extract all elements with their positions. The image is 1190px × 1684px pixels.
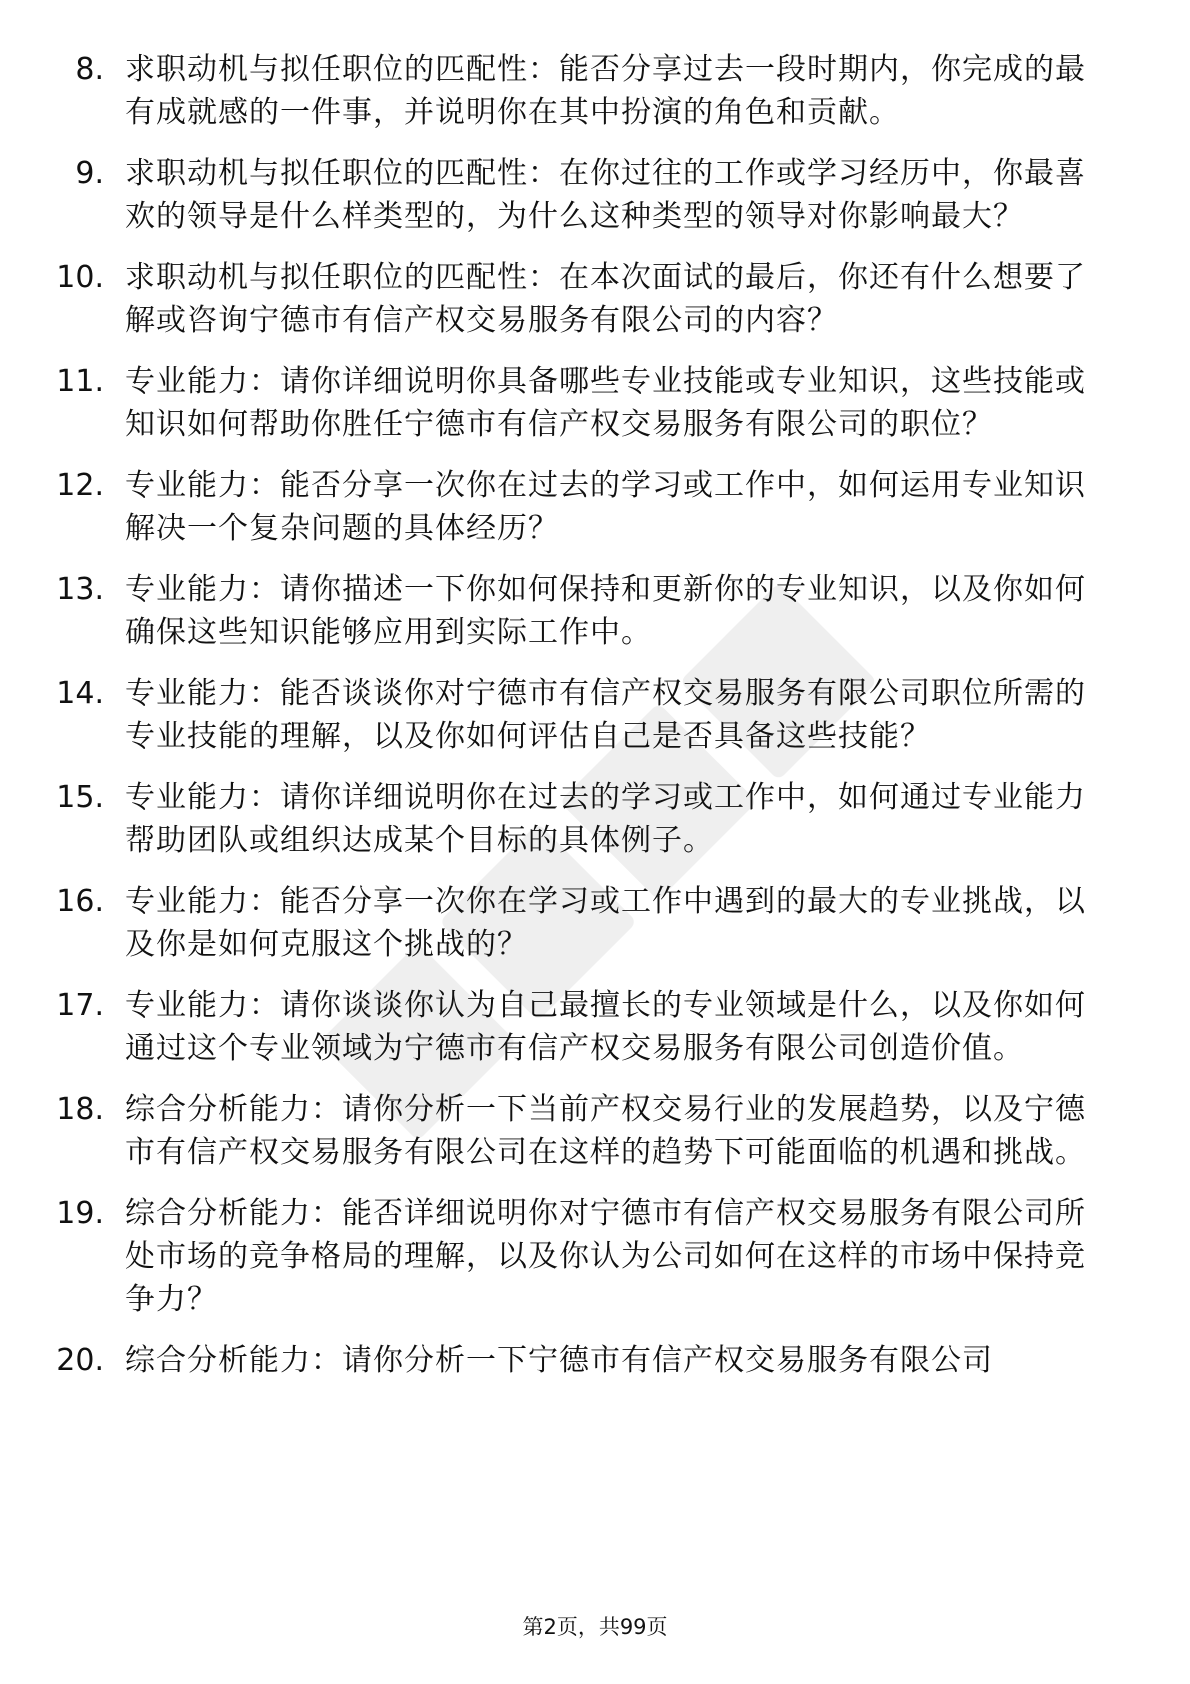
question-text: 求职动机与拟任职位的匹配性：在你过往的工作或学习经历中，你最喜欢的领导是什么样类型的，为什么这种类型的领导对你影响最大？ (125, 156, 1086, 234)
question-number: 20. (56, 1343, 104, 1378)
question-number: 16. (56, 884, 104, 919)
question-list (0, 48, 1190, 1400)
question-text: 求职动机与拟任职位的匹配性：能否分享过去一段时期内，你完成的最有成就感的一件事，并说明你在其中扮演的角色和贡献。 (125, 52, 1086, 130)
list-item (0, 1339, 1190, 1382)
list-item (0, 256, 1190, 342)
question-text: 综合分析能力：请你分析一下宁德市有信产权交易服务有限公司 (125, 1343, 993, 1378)
question-number: 12. (56, 468, 104, 503)
question-text: 综合分析能力：能否详细说明你对宁德市有信产权交易服务有限公司所处市场的竞争格局的理解，以及你认为公司如何在这样的市场中保持竞争力？ (125, 1196, 1086, 1317)
list-item (0, 48, 1190, 134)
question-number: 13. (56, 572, 104, 607)
list-item (0, 1088, 1190, 1174)
question-text: 专业能力：请你谈谈你认为自己最擅长的专业领域是什么，以及你如何通过这个专业领域为宁德市有信产权交易服务有限公司创造价值。 (125, 988, 1086, 1066)
list-item (0, 464, 1190, 550)
question-number: 10. (56, 260, 104, 295)
list-item (0, 880, 1190, 966)
list-item (0, 1192, 1190, 1321)
question-text: 专业能力：能否分享一次你在过去的学习或工作中，如何运用专业知识解决一个复杂问题的具体经历？ (125, 468, 1086, 546)
question-number: 8. (75, 52, 104, 87)
question-number: 11. (56, 364, 104, 399)
question-text: 专业能力：请你详细说明你在过去的学习或工作中，如何通过专业能力帮助团队或组织达成某个目标的具体例子。 (125, 780, 1086, 858)
question-number: 18. (56, 1092, 104, 1127)
list-item (0, 360, 1190, 446)
question-number: 19. (56, 1196, 104, 1231)
question-text: 综合分析能力：请你分析一下当前产权交易行业的发展趋势，以及宁德市有信产权交易服务有限公司在这样的趋势下可能面临的机遇和挑战。 (125, 1092, 1086, 1170)
list-item (0, 152, 1190, 238)
question-text: 专业能力：请你详细说明你具备哪些专业技能或专业知识，这些技能或知识如何帮助你胜任宁德市有信产权交易服务有限公司的职位？ (125, 364, 1086, 442)
question-number: 15. (56, 780, 104, 815)
list-item (0, 568, 1190, 654)
question-text: 求职动机与拟任职位的匹配性：在本次面试的最后，你还有什么想要了解或咨询宁德市有信产权交易服务有限公司的内容？ (125, 260, 1086, 338)
question-text: 专业能力：请你描述一下你如何保持和更新你的专业知识，以及你如何确保这些知识能够应用到实际工作中。 (125, 572, 1086, 650)
question-text: 专业能力：能否分享一次你在学习或工作中遇到的最大的专业挑战，以及你是如何克服这个挑战的？ (125, 884, 1086, 962)
page-footer: 第2页，共99页 (522, 1615, 668, 1639)
question-text: 专业能力：能否谈谈你对宁德市有信产权交易服务有限公司职位所需的专业技能的理解，以及你如何评估自己是否具备这些技能？ (125, 676, 1086, 754)
question-number: 14. (56, 676, 104, 711)
question-number: 17. (56, 988, 104, 1023)
question-number: 9. (75, 156, 104, 191)
list-item (0, 984, 1190, 1070)
list-item (0, 776, 1190, 862)
list-item (0, 672, 1190, 758)
